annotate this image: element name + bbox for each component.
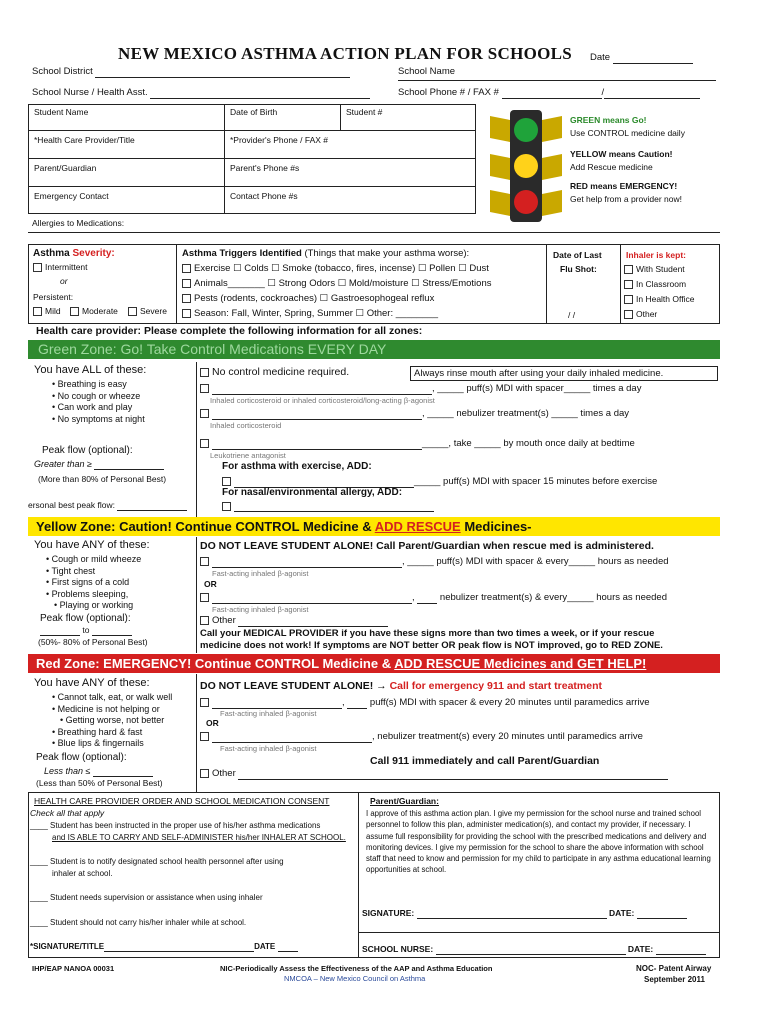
green-zone-banner: Green Zone: Go! Take Control Medications EVERY DAY: [28, 340, 720, 359]
green-peak-flow: Peak flow (optional):: [42, 445, 133, 456]
list-item: • No symptoms at night: [52, 414, 145, 426]
yellow-divider: [196, 537, 197, 653]
allergies-rule: [28, 232, 720, 233]
yellow-zone-banner: Yellow Zone: Caution! Continue CONTROL Medicine & ADD RESCUE Medicines-: [28, 517, 720, 536]
grid-rule: [28, 158, 476, 159]
list-item: • Medicine is not helping or: [52, 704, 172, 716]
list-item: • Cough or mild wheeze: [46, 554, 141, 566]
school-district-field[interactable]: School District: [32, 66, 350, 78]
green-light-sub: Use CONTROL medicine daily: [570, 128, 685, 138]
list-item: • Tight chest: [46, 566, 141, 578]
box-divider: [620, 244, 621, 324]
footer-right-1: NOC- Patent Airway: [636, 964, 712, 973]
green-greater-than[interactable]: Greater than ≥: [34, 459, 164, 470]
provider-title-field[interactable]: *Health Care Provider/Title: [34, 135, 135, 145]
parent-phone-field[interactable]: Parent's Phone #s: [230, 163, 300, 173]
provider-banner: Health care provider: Please complete the following information for all zones:: [36, 325, 423, 337]
yellow-call-provider-2: medicine does not work! If symptoms are NOT better OR peak flow is NOT improved, go to RED ZONE.: [200, 640, 663, 651]
red-pct: (Less than 50% of Personal Best): [36, 778, 163, 788]
yellow-call-provider-1: Call your MEDICAL PROVIDER if you have these signs more than two times a week, or if your rescue: [200, 628, 655, 639]
grid-rule: [28, 130, 476, 131]
order-item-2[interactable]: ____ Student is to notify designated school health personnel after using: [30, 857, 284, 866]
triggers-line-2[interactable]: Animals_______ ☐ Strong Odors ☐ Mold/moisture ☐ Stress/Emotions: [182, 278, 491, 289]
list-item: • Getting worse, not better: [52, 715, 172, 727]
ics-caption: Inhaled corticosteroid or inhaled corticosteroid/long-acting β-agonist: [210, 396, 435, 405]
list-item: • Blue lips & fingernails: [52, 738, 172, 750]
grid-divider: [340, 104, 341, 130]
emergency-contact-field[interactable]: Emergency Contact: [34, 191, 109, 201]
yellow-have-any: You have ANY of these:: [34, 539, 150, 551]
order-item-2b: inhaler at school.: [52, 869, 113, 878]
yellow-light-title: YELLOW means Caution!: [570, 149, 673, 159]
no-control-checkbox[interactable]: No control medicine required.: [200, 366, 349, 378]
red-light-sub: Get help from a provider now!: [570, 194, 682, 204]
severity-severe[interactable]: Severe: [128, 306, 167, 316]
box-divider: [546, 244, 547, 324]
parent-consent-text: I approve of this asthma action plan. I give my permission for the school nurse and trained school personnel to follow this plan, administer medication(s), and contact my provider, if necessary. I assume full responsibility for providing the school with the prescribed medications and delivery and monitoring devices. I give my permission for the school to share the above information with school staff that need to know and permission for my child to participate in any asthma educational learning opportunities at school.: [366, 809, 711, 875]
allergies-field[interactable]: Allergies to Medications:: [32, 218, 125, 228]
severity-heading: Asthma Severity:: [33, 248, 115, 259]
green-more80: (More than 80% of Personal Best): [38, 474, 167, 484]
order-check: Check all that apply: [30, 808, 105, 818]
inhaler-kept-heading: Inhaler is kept:: [626, 250, 686, 260]
flu-shot-label: Date of Last: [553, 250, 602, 260]
triggers-line-3[interactable]: Pests (rodents, cockroaches) ☐ Gastroesophogeal reflux: [182, 293, 434, 304]
triggers-line-1[interactable]: Exercise ☐ Colds ☐ Smoke (tobacco, fires, incense) ☐ Pollen ☐ Dust: [182, 263, 489, 274]
parent-signature[interactable]: SIGNATURE: DATE:: [362, 908, 687, 919]
red-less-than[interactable]: Less than ≤: [44, 766, 153, 777]
yellow-peak-range[interactable]: to: [40, 625, 132, 636]
order-item-1[interactable]: ____ Student has been instructed in the proper use of his/her asthma medications: [30, 821, 321, 830]
footer-right-2: September 2011: [644, 975, 705, 984]
yellow-fast2-caption: Fast-acting inhaled β-agonist: [212, 605, 309, 614]
flu-shot-label-2: Flu Shot:: [560, 264, 597, 274]
list-item: • No cough or wheeze: [52, 391, 145, 403]
parent-field[interactable]: Parent/Guardian: [34, 163, 97, 173]
green-have-all: You have ALL of these:: [34, 364, 147, 376]
triggers-line-4[interactable]: Season: Fall, Winter, Spring, Summer ☐ Other: ________: [182, 308, 438, 319]
severity-moderate[interactable]: Moderate: [70, 306, 118, 316]
lta-caption: Leukotriene antagonist: [210, 451, 286, 460]
severity-intermittent[interactable]: Intermittent: [33, 262, 88, 272]
list-item: • First signs of a cold: [46, 577, 141, 589]
green-divider: [196, 362, 197, 517]
inhaler-in-classroom[interactable]: In Classroom: [624, 279, 686, 289]
list-item: • Problems sleeping,: [46, 589, 141, 601]
provider-signature[interactable]: *SIGNATURE/TITLE DATE: [30, 942, 298, 952]
list-item: • Cannot talk, eat, or walk well: [52, 692, 172, 704]
parent-heading: Parent/Guardian:: [370, 796, 439, 806]
inhaler-other[interactable]: Other: [624, 309, 657, 319]
yellow-neb-line[interactable]: , nebulizer treatment(s) & every_____ hours as needed: [200, 592, 667, 604]
box-divider: [176, 244, 177, 324]
red-neb-line[interactable]: , nebulizer treatment(s) every 20 minutes until paramedics arrive: [200, 731, 643, 743]
green-light-title: GREEN means Go!: [570, 115, 647, 125]
triggers-heading: Asthma Triggers Identified (Things that make your asthma worse):: [182, 248, 470, 259]
student-name-field[interactable]: Student Name: [34, 107, 89, 117]
green-mdi-line[interactable]: , _____ puff(s) MDI with spacer_____ times a day: [200, 383, 641, 395]
date-label: Date: [590, 52, 693, 64]
yellow-peak-flow: Peak flow (optional):: [40, 613, 131, 624]
list-item: • Can work and play: [52, 402, 145, 414]
dob-field[interactable]: Date of Birth: [230, 107, 278, 117]
school-nurse-signature[interactable]: SCHOOL NURSE: DATE:: [362, 944, 706, 955]
school-nurse-field[interactable]: School Nurse / Health Asst.: [32, 87, 370, 99]
student-number-field[interactable]: Student #: [346, 107, 383, 117]
exercise-line[interactable]: _____ puff(s) MDI with spacer 15 minutes before exercise: [222, 476, 657, 488]
list-item: • Breathing hard & fast: [52, 727, 172, 739]
severity-persistent: Persistent:: [33, 292, 74, 302]
green-neb-line[interactable]: , _____ nebulizer treatment(s) _____ times a day: [200, 408, 629, 420]
grid-divider: [224, 104, 225, 214]
inhaler-with-student[interactable]: With Student: [624, 264, 685, 274]
provider-phone-field[interactable]: *Provider's Phone / FAX #: [230, 135, 329, 145]
green-take-line[interactable]: _____, take _____ by mouth once daily at bedtime: [200, 438, 635, 450]
school-name-line[interactable]: [398, 80, 716, 81]
school-phone-field[interactable]: School Phone # / FAX # /: [398, 87, 700, 99]
yellow-do-not-leave: DO NOT LEAVE STUDENT ALONE! Call Parent/Guardian when rescue med is administered.: [200, 540, 654, 552]
severity-mild[interactable]: Mild: [33, 306, 61, 316]
red-light-title: RED means EMERGENCY!: [570, 181, 678, 191]
inhaler-health-office[interactable]: In Health Office: [624, 294, 694, 304]
footer-center-2: NMCOA – New Mexico Council on Asthma: [284, 974, 426, 983]
yellow-pct: (50%- 80% of Personal Best): [38, 637, 148, 647]
red-zone-banner: Red Zone: EMERGENCY! Continue CONTROL Medicine & ADD RESCUE Medicines and GET HELP!: [28, 654, 720, 673]
list-item: • Playing or working: [46, 600, 141, 612]
consent-rule: [358, 932, 720, 933]
red-have-any: You have ANY of these:: [34, 677, 150, 689]
yellow-other[interactable]: Other: [200, 615, 388, 627]
red-fast2-caption: Fast-acting inhaled β-agonist: [220, 744, 317, 753]
red-fast-caption: Fast-acting inhaled β-agonist: [220, 709, 317, 718]
red-other[interactable]: Other: [200, 768, 668, 780]
green-symptom-list: [52, 379, 145, 425]
consent-divider: [358, 792, 359, 958]
red-symptom-list: [52, 692, 172, 750]
exercise-heading: For asthma with exercise, ADD:: [222, 461, 372, 472]
yellow-mdi-line[interactable]: , _____ puff(s) MDI with spacer & every_____ hours as needed: [200, 556, 669, 568]
red-divider: [196, 674, 197, 792]
rinse-note: Always rinse mouth after using your daily inhaled medicine.: [410, 366, 718, 381]
order-item-3[interactable]: ____ Student needs supervision or assistance when using inhaler: [30, 893, 263, 902]
flu-shot-date[interactable]: / /: [568, 310, 576, 320]
nasal-heading: For nasal/environmental allergy, ADD:: [222, 487, 403, 498]
yellow-fast-caption: Fast-acting inhaled β-agonist: [212, 569, 309, 578]
contact-phone-field[interactable]: Contact Phone #s: [230, 191, 298, 201]
red-or: OR: [206, 718, 219, 728]
personal-best-peak[interactable]: ersonal best peak flow:: [28, 500, 187, 511]
yellow-light-sub: Add Rescue medicine: [570, 162, 653, 172]
list-item: • Breathing is easy: [52, 379, 145, 391]
order-heading: HEALTH CARE PROVIDER ORDER AND SCHOOL MEDICATION CONSENT: [34, 796, 330, 806]
footer-center-1: NIC-Periodically Assess the Effectiveness of the AAP and Asthma Education: [220, 964, 493, 973]
order-item-4[interactable]: ____ Student should not carry his/her inhaler while at school.: [30, 918, 247, 927]
yellow-symptom-list: [46, 554, 141, 612]
red-do-not-leave: DO NOT LEAVE STUDENT ALONE! → Call for emergency 911 and start treatment: [200, 680, 603, 692]
order-item-1b: and IS ABLE TO CARRY AND SELF-ADMINISTER his/her INHALER AT SCHOOL.: [52, 833, 346, 842]
page-title: NEW MEXICO ASTHMA ACTION PLAN FOR SCHOOLS: [118, 44, 573, 63]
yellow-or: OR: [204, 579, 217, 589]
footer-left: IHP/EAP NANOA 00031: [32, 964, 115, 973]
red-peak-flow: Peak flow (optional):: [36, 752, 127, 763]
nasal-line[interactable]: [222, 501, 434, 512]
red-mdi-line[interactable]: , puff(s) MDI with spacer & every 20 minutes until paramedics arrive: [200, 697, 650, 709]
traffic-light-icon: [490, 108, 562, 226]
school-name-label: School Name: [398, 66, 456, 77]
grid-rule: [28, 186, 476, 187]
severity-or: or: [60, 276, 68, 286]
ics2-caption: Inhaled corticosteroid: [210, 421, 282, 430]
call-911-parent: Call 911 immediately and call Parent/Guardian: [370, 755, 600, 767]
